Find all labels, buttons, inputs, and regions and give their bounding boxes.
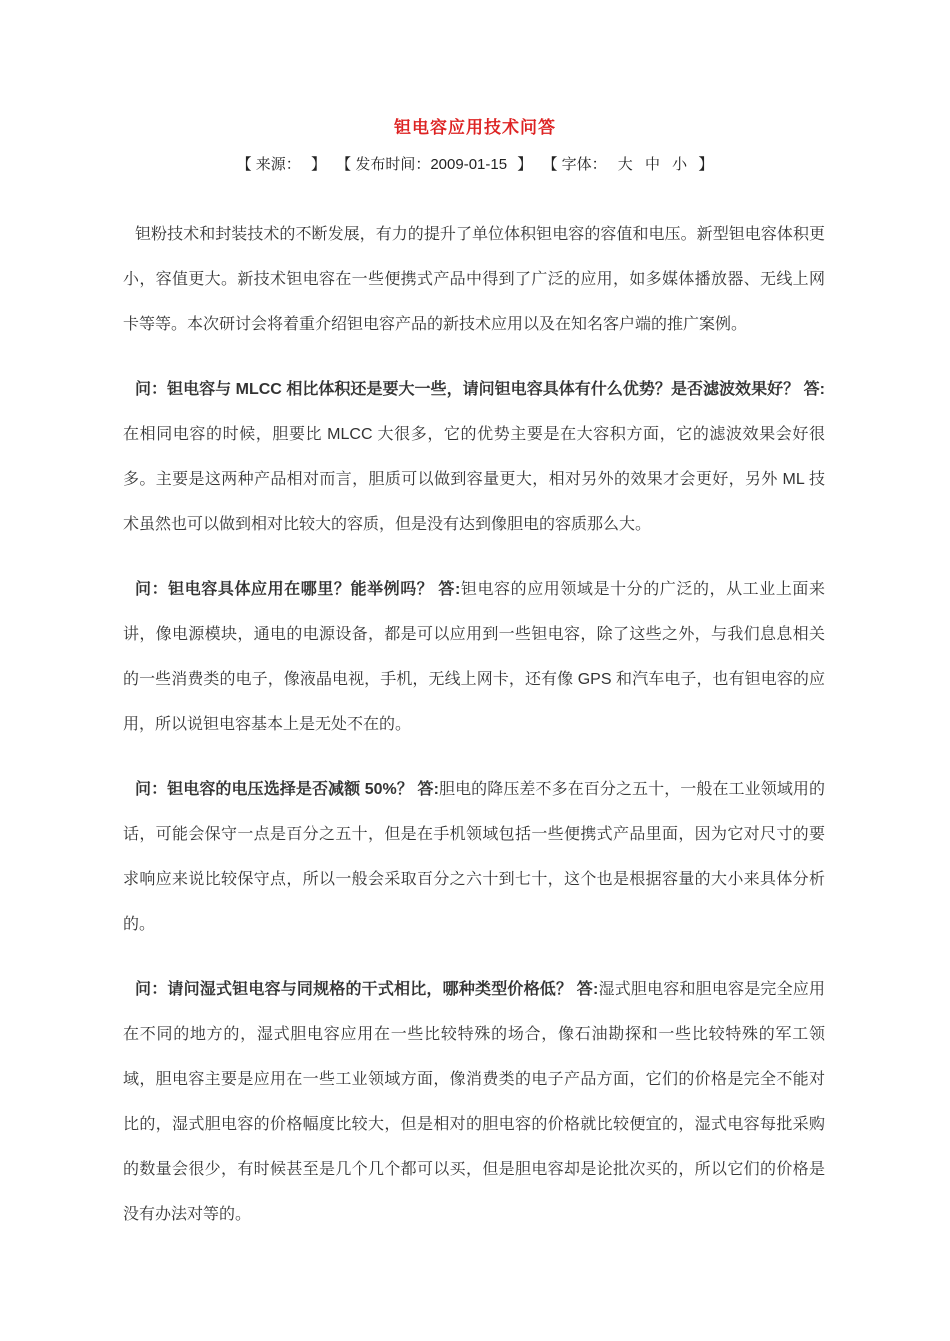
qa-question: 问：请问湿式钽电容与同规格的干式相比，哪种类型价格低？ 答: bbox=[135, 981, 599, 998]
qa-answer: 在相同电容的时候，胆要比 MLCC 大很多，它的优势主要是在大容积方面，它的滤波效果会好很多。主要是这两种产品相对而言，胆质可以做到容量更大，相对另外的效果才会更好，另外 ML 技术虽然也可以做到相对比较大的容质，但是没有达到像胆电的容质那么大。 bbox=[123, 426, 825, 533]
intro-paragraph: 钽粉技术和封装技术的不断发展，有力的提升了单位体积钽电容的容值和电压。新型钽电容体积更小，容值更大。新技术钽电容在一些便携式产品中得到了广泛的应用，如多媒体播放器、无线上网卡等等。本次研讨会将着重介绍钽电容产品的新技术应用以及在知名客户端的推广案例。 bbox=[123, 226, 825, 333]
qa-question: 问：钽电容与 MLCC 相比体积还是要大一些，请问钽电容具体有什么优势？是否滤波效果好？ 答: bbox=[135, 381, 825, 398]
page-title: 钽电容应用技术问答 bbox=[394, 118, 556, 137]
qa-answer: 钽电容的应用领域是十分的广泛的，从工业上面来讲，像电源模块，通电的电源设备，都是可以应用到一些钽电容，除了这些之外，与我们息息相关的一些消费类的电子，像液晶电视，手机，无线上网卡，还有像 GPS 和汽车电子，也有钽电容的应用，所以说钽电容基本上是无处不在的。 bbox=[123, 581, 825, 733]
qa-paragraph-3 bbox=[123, 767, 825, 947]
meta-publish-bracket-close: 】 bbox=[517, 156, 533, 173]
qa-question: 问：钽电容具体应用在哪里？能举例吗？ 答: bbox=[135, 581, 461, 598]
meta-source-label: 【 来源： bbox=[236, 156, 301, 173]
font-size-small-button[interactable]: 小 bbox=[672, 156, 688, 173]
meta-publish-label: 【 发布时间：2009-01-15 bbox=[336, 156, 508, 173]
meta-bar bbox=[0, 154, 950, 176]
font-size-large-button[interactable]: 大 bbox=[617, 156, 633, 173]
meta-font-bracket-close: 】 bbox=[698, 156, 714, 173]
qa-paragraph-1 bbox=[123, 367, 825, 547]
qa-paragraph-4 bbox=[123, 967, 825, 1237]
font-size-medium-button[interactable]: 中 bbox=[644, 156, 660, 173]
meta-source-bracket-close: 】 bbox=[310, 156, 326, 173]
qa-paragraph-2 bbox=[123, 567, 825, 747]
qa-answer: 胆电的降压差不多在百分之五十，一般在工业领域用的话，可能会保守一点是百分之五十，但是在手机领域包括一些便携式产品里面，因为它对尺寸的要求响应来说比较保守点，所以一般会采取百分之六十到七十，这个也是根据容量的大小来具体分析的。 bbox=[123, 781, 825, 933]
meta-font-label: 【 字体： bbox=[542, 156, 607, 173]
article-body bbox=[123, 212, 825, 1237]
qa-question: 问：钽电容的电压选择是否减额 50%？ 答: bbox=[135, 781, 439, 798]
qa-answer: 湿式胆电容和胆电容是完全应用在不同的地方的，湿式胆电容应用在一些比较特殊的场合，像石油勘探和一些比较特殊的军工领域，胆电容主要是应用在一些工业领域方面，像消费类的电子产品方面，它们的价格是完全不能对比的，湿式胆电容的价格幅度比较大，但是相对的胆电容的价格就比较便宜的，湿式电容每批采购的数量会很少，有时候甚至是几个几个都可以买，但是胆电容却是论批次买的，所以它们的价格是没有办法对等的。 bbox=[123, 981, 825, 1223]
